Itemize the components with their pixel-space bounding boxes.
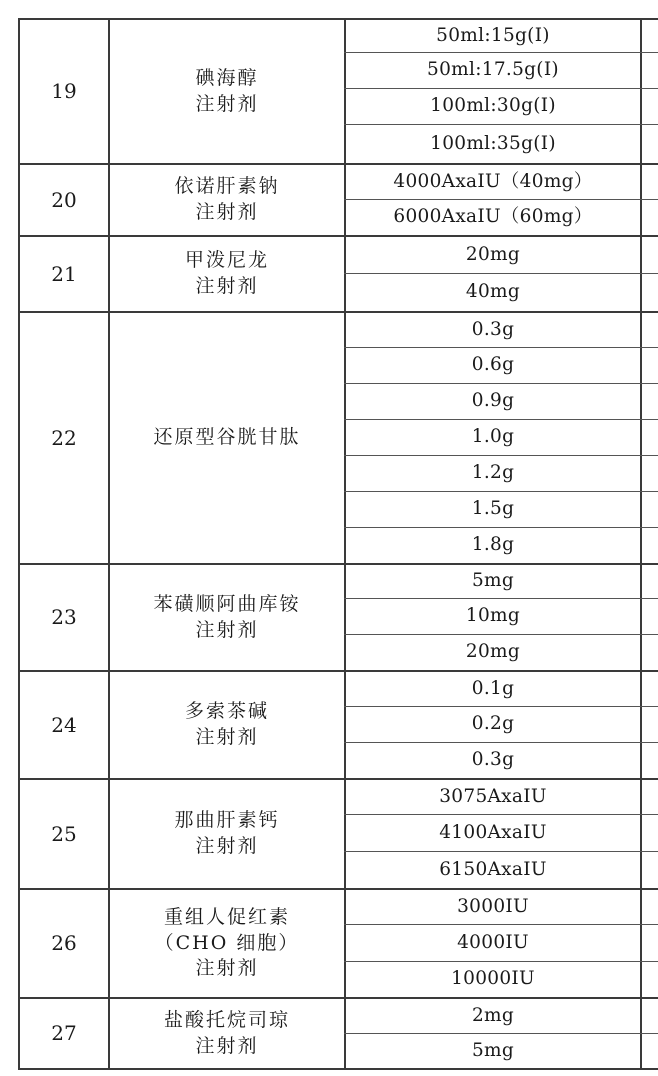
row-number: 19 (51, 79, 77, 103)
drug-name-line: 注射剂 (195, 618, 259, 641)
spec-cell: 3075AxaIU (439, 785, 547, 807)
drug-name-line: 注射剂 (195, 835, 259, 857)
spec-cell: 4000AxaIU（40mg） (393, 170, 593, 192)
spec-cell: 3000IU (457, 895, 529, 917)
drug-name-line: 注射剂 (195, 201, 259, 223)
drug-name (110, 565, 344, 670)
drug-name (110, 165, 344, 235)
drug-name-line: 甲泼尼龙 (184, 249, 269, 272)
spec-cell: 1.8g (471, 534, 515, 556)
spec-cell: 20mg (465, 641, 521, 663)
spec-cell: 1.0g (471, 426, 515, 448)
spec-cell: 50ml:17.5g(I) (427, 59, 559, 81)
drug-name-line: 重组人促红素 (163, 906, 290, 929)
drug-name-line: 注射剂 (195, 726, 259, 748)
drug-name-line: 依诺肝素钠 (174, 175, 280, 198)
drug-name-line: 盐酸托烷司琼 (163, 1008, 290, 1031)
spec-cell: 4100AxaIU (439, 821, 547, 843)
row-number: 24 (51, 712, 77, 737)
drug-name (110, 672, 344, 778)
drug-name (110, 999, 344, 1068)
drug-name-line: （CHO 细胞） (154, 931, 300, 954)
spec-cell: 0.6g (471, 354, 515, 376)
spec-cell: 5mg (471, 1039, 515, 1061)
spec-cell: 10000IU (451, 968, 535, 990)
spec-cell: 4000IU (457, 931, 529, 953)
row-number: 21 (51, 261, 77, 286)
row-number: 22 (51, 425, 77, 450)
spec-cell: 20mg (465, 243, 521, 265)
row-number: 20 (51, 187, 77, 212)
spec-cell: 40mg (465, 281, 521, 303)
drug-name-line: 苯磺顺阿曲库铵 (153, 592, 301, 615)
drug-name-line: 碘海醇 (195, 66, 259, 89)
spec-cell: 0.3g (471, 318, 515, 340)
drug-name (110, 313, 344, 563)
spec-cell: 1.2g (471, 462, 515, 484)
spec-cell: 1.5g (471, 498, 515, 520)
drug-name-line: 还原型谷胱甘肽 (153, 426, 301, 449)
drug-name (110, 20, 344, 163)
spec-cell: 0.2g (471, 713, 515, 735)
drug-name (110, 890, 344, 997)
drug-name-line: 注射剂 (195, 957, 259, 980)
spec-cell: 0.3g (471, 749, 515, 771)
drug-name-line: 注射剂 (195, 275, 259, 297)
spec-cell: 6150AxaIU (439, 858, 547, 880)
table-border-bottom (18, 1068, 658, 1070)
row-number: 27 (51, 1021, 77, 1045)
row-number: 25 (51, 821, 77, 846)
drug-name-line: 注射剂 (195, 92, 259, 115)
column-divider (640, 18, 642, 1070)
drug-name-line: 多索茶碱 (184, 700, 269, 723)
row-number: 23 (51, 605, 77, 629)
spec-cell: 100ml:30g(I) (430, 95, 556, 117)
spec-cell: 10mg (465, 605, 521, 627)
spec-cell: 5mg (471, 570, 515, 592)
row-number: 26 (51, 931, 77, 955)
spec-cell: 100ml:35g(I) (430, 132, 556, 154)
drug-name (110, 237, 344, 311)
spec-cell: 2mg (471, 1004, 515, 1026)
drug-name (110, 780, 344, 888)
spec-cell: 0.1g (471, 677, 515, 699)
spec-cell: 0.9g (471, 390, 515, 412)
drug-name-line: 注射剂 (195, 1034, 259, 1057)
spec-cell: 6000AxaIU（60mg） (393, 206, 593, 228)
drug-name-line: 那曲肝素钙 (174, 809, 280, 832)
spec-cell: 50ml:15g(I) (436, 24, 550, 46)
